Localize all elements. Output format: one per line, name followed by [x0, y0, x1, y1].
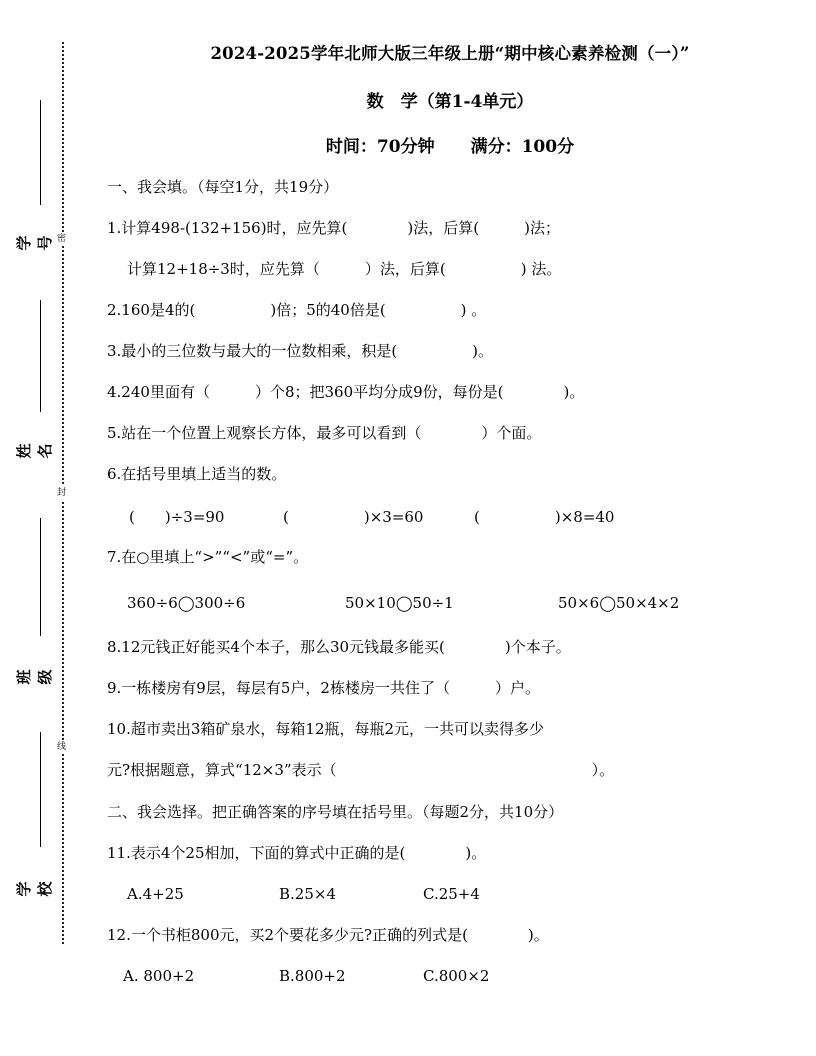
question-1b: 计算12+18÷3时，应先算（ ）法，后算( ) 法。 — [127, 260, 562, 278]
full-score: 满分：100分 — [470, 137, 575, 157]
section2-heading: 二、我会选择。把正确答案的序号填在括号里。（每题2分，共10分） — [107, 803, 564, 821]
q12-option-b: B.800+2 — [279, 967, 346, 985]
school-line[interactable] — [40, 732, 41, 847]
name-field — [15, 300, 54, 470]
question-6: 6.在括号里填上适当的数。 — [107, 465, 287, 483]
seal-char-feng: 封 — [57, 488, 67, 498]
name-label: 姓名 — [15, 443, 54, 459]
class-line[interactable] — [40, 518, 41, 636]
question-1a: 1.计算498-(132+156)时，应先算( )法，后算( )法； — [107, 219, 560, 237]
question-8: 8.12元钱正好能买4个本子，那么30元钱最多能买( )个本子。 — [107, 638, 571, 656]
question-5: 5.站在一个位置上观察长方体，最多可以看到（ ）个面。 — [107, 424, 542, 442]
name-line[interactable] — [40, 300, 41, 412]
seal-char-xian: 线 — [57, 742, 67, 752]
question-2: 2.160是4的( )倍；5的40倍是( ) 。 — [107, 301, 487, 319]
q7-compare-3: 50×6◯50×4×2 — [558, 594, 680, 612]
q12-option-c: C.800×2 — [423, 967, 490, 985]
subject-title: 数 学（第1-4单元） — [366, 92, 534, 112]
q11-option-c: C.25+4 — [423, 885, 480, 903]
student-id-line[interactable] — [40, 100, 41, 205]
q7-compare-1: 360÷6◯300÷6 — [127, 594, 246, 612]
q6-blank-3: ( )×8=40 — [474, 508, 615, 526]
question-11: 11.表示4个25相加，下面的算式中正确的是( )。 — [107, 844, 487, 862]
q11-option-b: B.25×4 — [279, 885, 336, 903]
question-4: 4.240里面有（ ）个8；把360平均分成9份，每份是( )。 — [107, 383, 585, 401]
question-10b: 元?根据题意，算式“12×3”表示（ ）。 — [107, 761, 615, 779]
q11-option-a: A.4+25 — [127, 885, 184, 903]
class-field — [15, 518, 54, 688]
q7-compare-2: 50×10◯50÷1 — [345, 594, 454, 612]
question-9: 9.一栋楼房有9层，每层有5户，2栋楼房一共住了（ ）户。 — [107, 679, 540, 697]
question-10a: 10.超市卖出3箱矿泉水，每箱12瓶，每瓶2元，一共可以卖得多少 — [107, 720, 545, 738]
q6-blank-2: ( )×3=60 — [283, 508, 424, 526]
section1-heading: 一、我会填。（每空1分，共19分） — [107, 178, 339, 196]
question-12: 12.一个书柜800元，买2个要花多少元?正确的列式是( )。 — [107, 926, 549, 944]
time-limit: 时间：70分钟 — [325, 137, 435, 157]
q12-option-a: A. 800+2 — [123, 967, 195, 985]
school-field — [15, 732, 54, 902]
school-label: 学校 — [15, 881, 54, 897]
exam-title: 2024-2025学年北师大版三年级上册“期中核心素养检测（一）” — [210, 44, 690, 63]
q6-blank-1: ( )÷3=90 — [129, 508, 225, 526]
student-id-field — [15, 100, 54, 260]
time-score-line — [110, 132, 790, 157]
question-3: 3.最小的三位数与最大的一位数相乘，积是( )。 — [107, 342, 494, 360]
student-id-label: 学号 — [15, 235, 54, 251]
question-7: 7.在○里填上“>”“<”或“=”。 — [107, 548, 309, 566]
seal-char-mi: 密 — [57, 234, 67, 244]
class-label: 班级 — [15, 669, 54, 685]
